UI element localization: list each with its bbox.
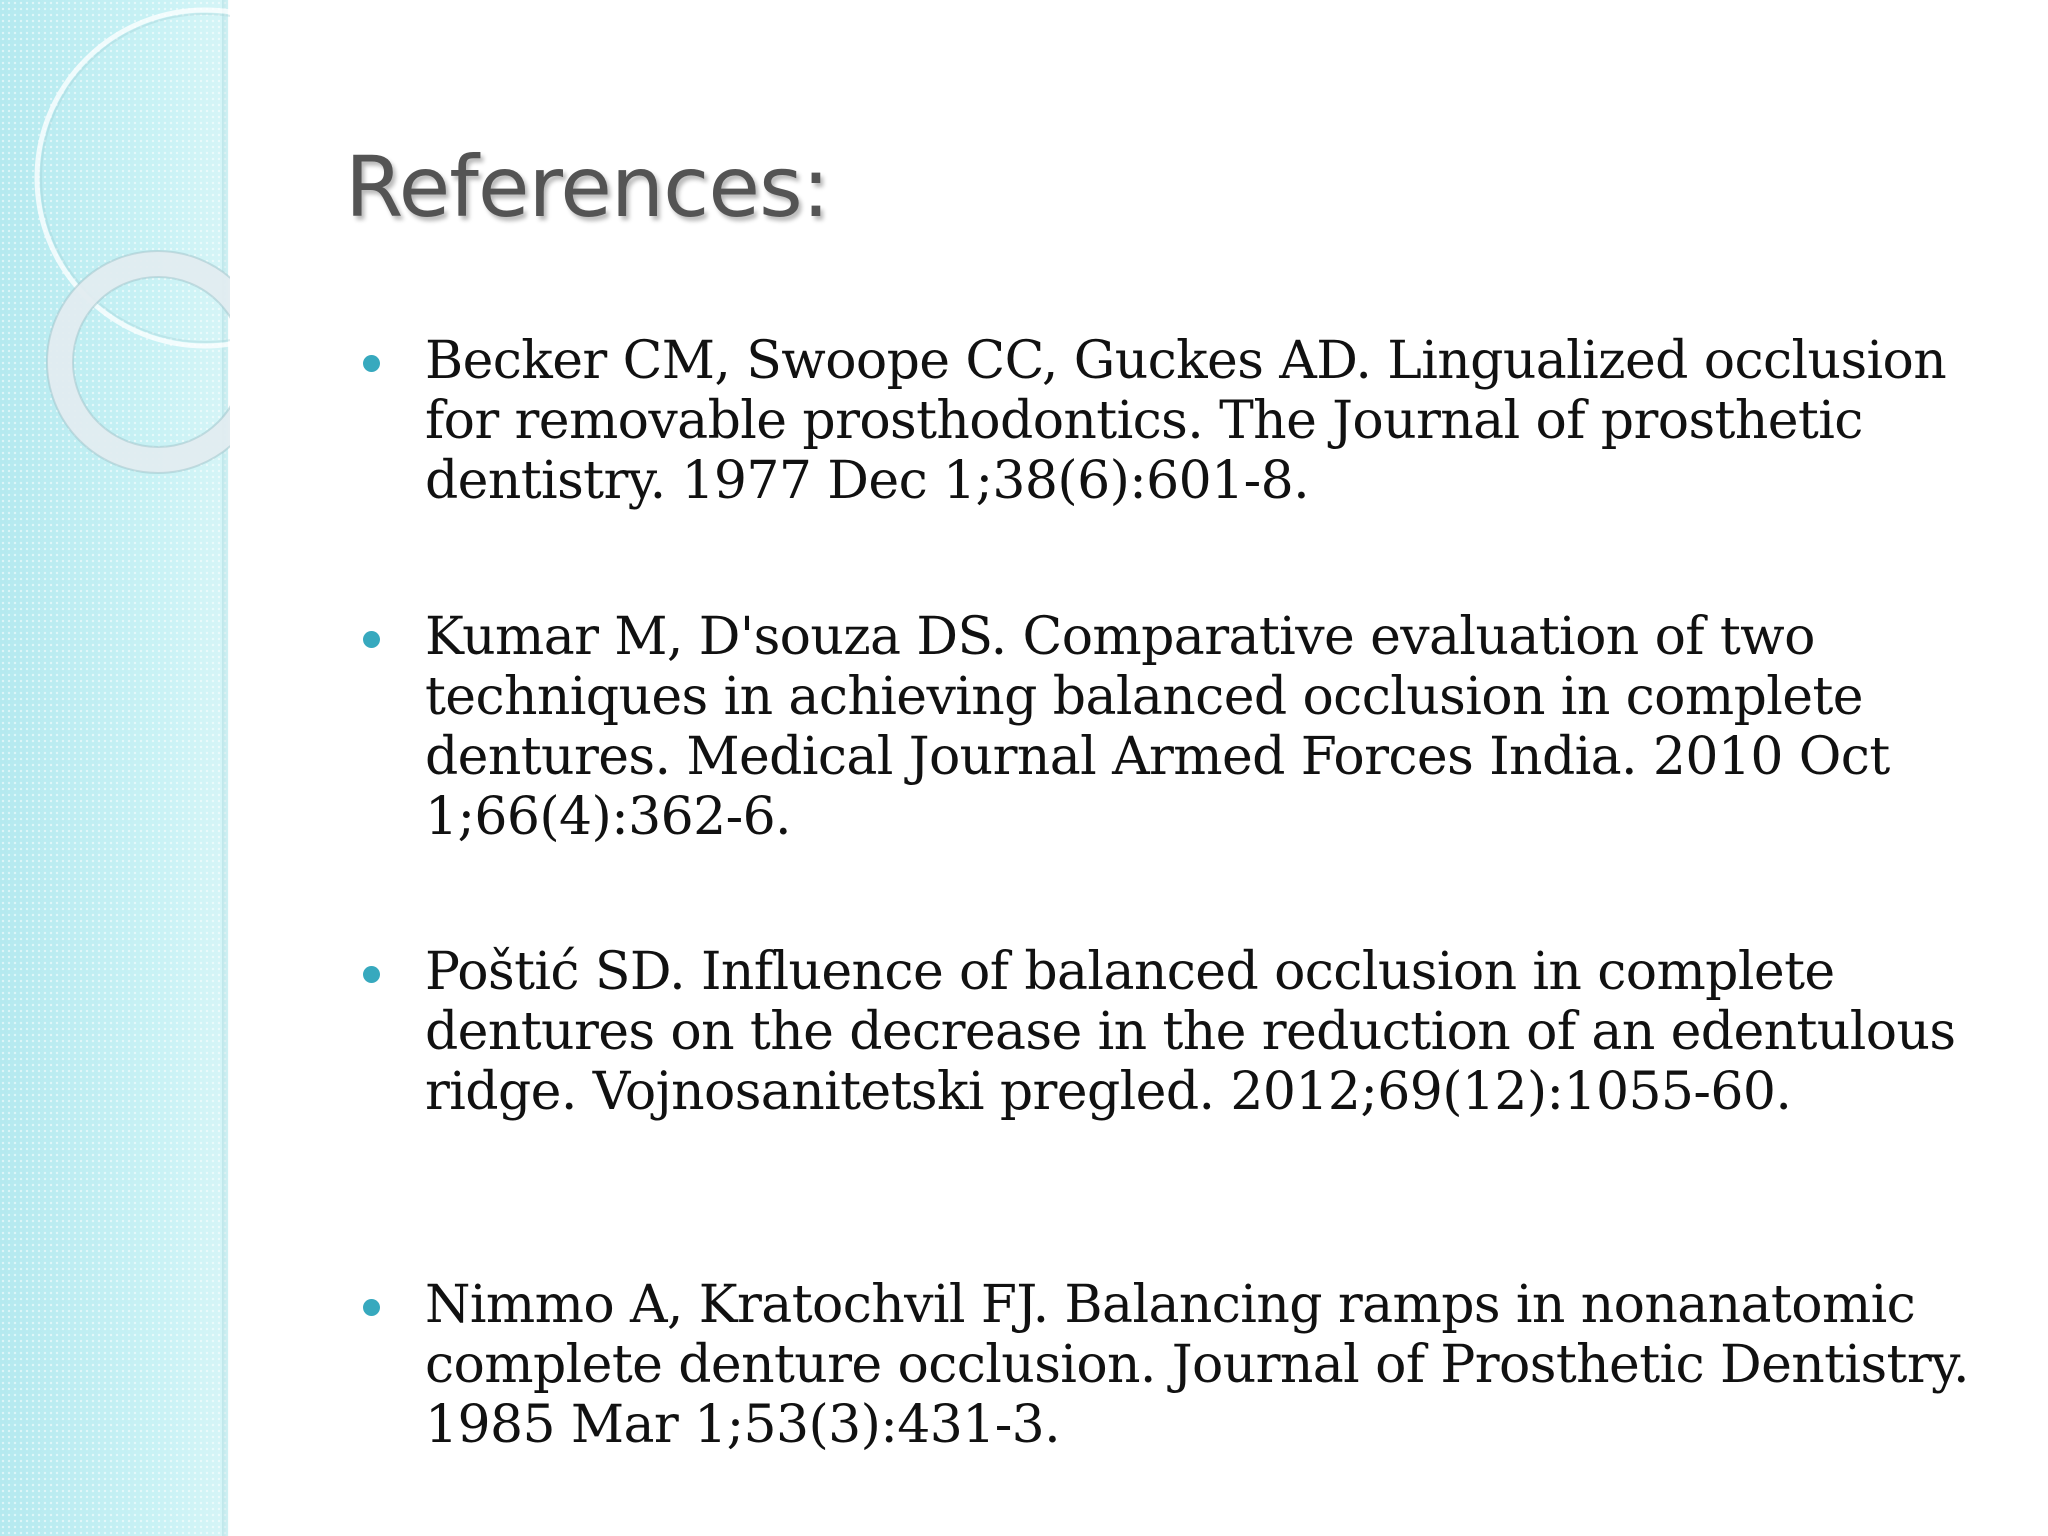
large-ring [37, 10, 230, 346]
reference-text: Kumar M, D'souza DS. Comparative evaluation of two techniques in achieving balanced occlusion in complete dentures. Medical Journal Armed Forces India. 2010 Oct 1;66(4):362-6. [425, 607, 1890, 847]
bullet-icon [363, 966, 380, 983]
reference-text: Becker CM, Swoope CC, Guckes AD. Lingualized occlusion for removable prosthodontics. The Journal of prosthetic dentistry. 1977 Dec 1;38(6):601-8. [425, 331, 1947, 511]
reference-text: Nimmo A, Kratochvil FJ. Balancing ramps in nonanatomic complete denture occlusion. Journal of Prosthetic Dentistry. 1985 Mar 1;53(3):431-3. [425, 1275, 1969, 1455]
decorative-circles [0, 0, 230, 520]
slide-title: References: [345, 138, 830, 236]
bullet-icon [363, 355, 380, 372]
reference-text: Poštić SD. Influence of balanced occlusion in complete dentures on the decrease in the reduction of an edentulous ridge. Vojnosanitetski pregled. 2012;69(12):1055-60. [425, 942, 1956, 1122]
bullet-icon [363, 1299, 380, 1316]
bullet-icon [363, 631, 380, 648]
